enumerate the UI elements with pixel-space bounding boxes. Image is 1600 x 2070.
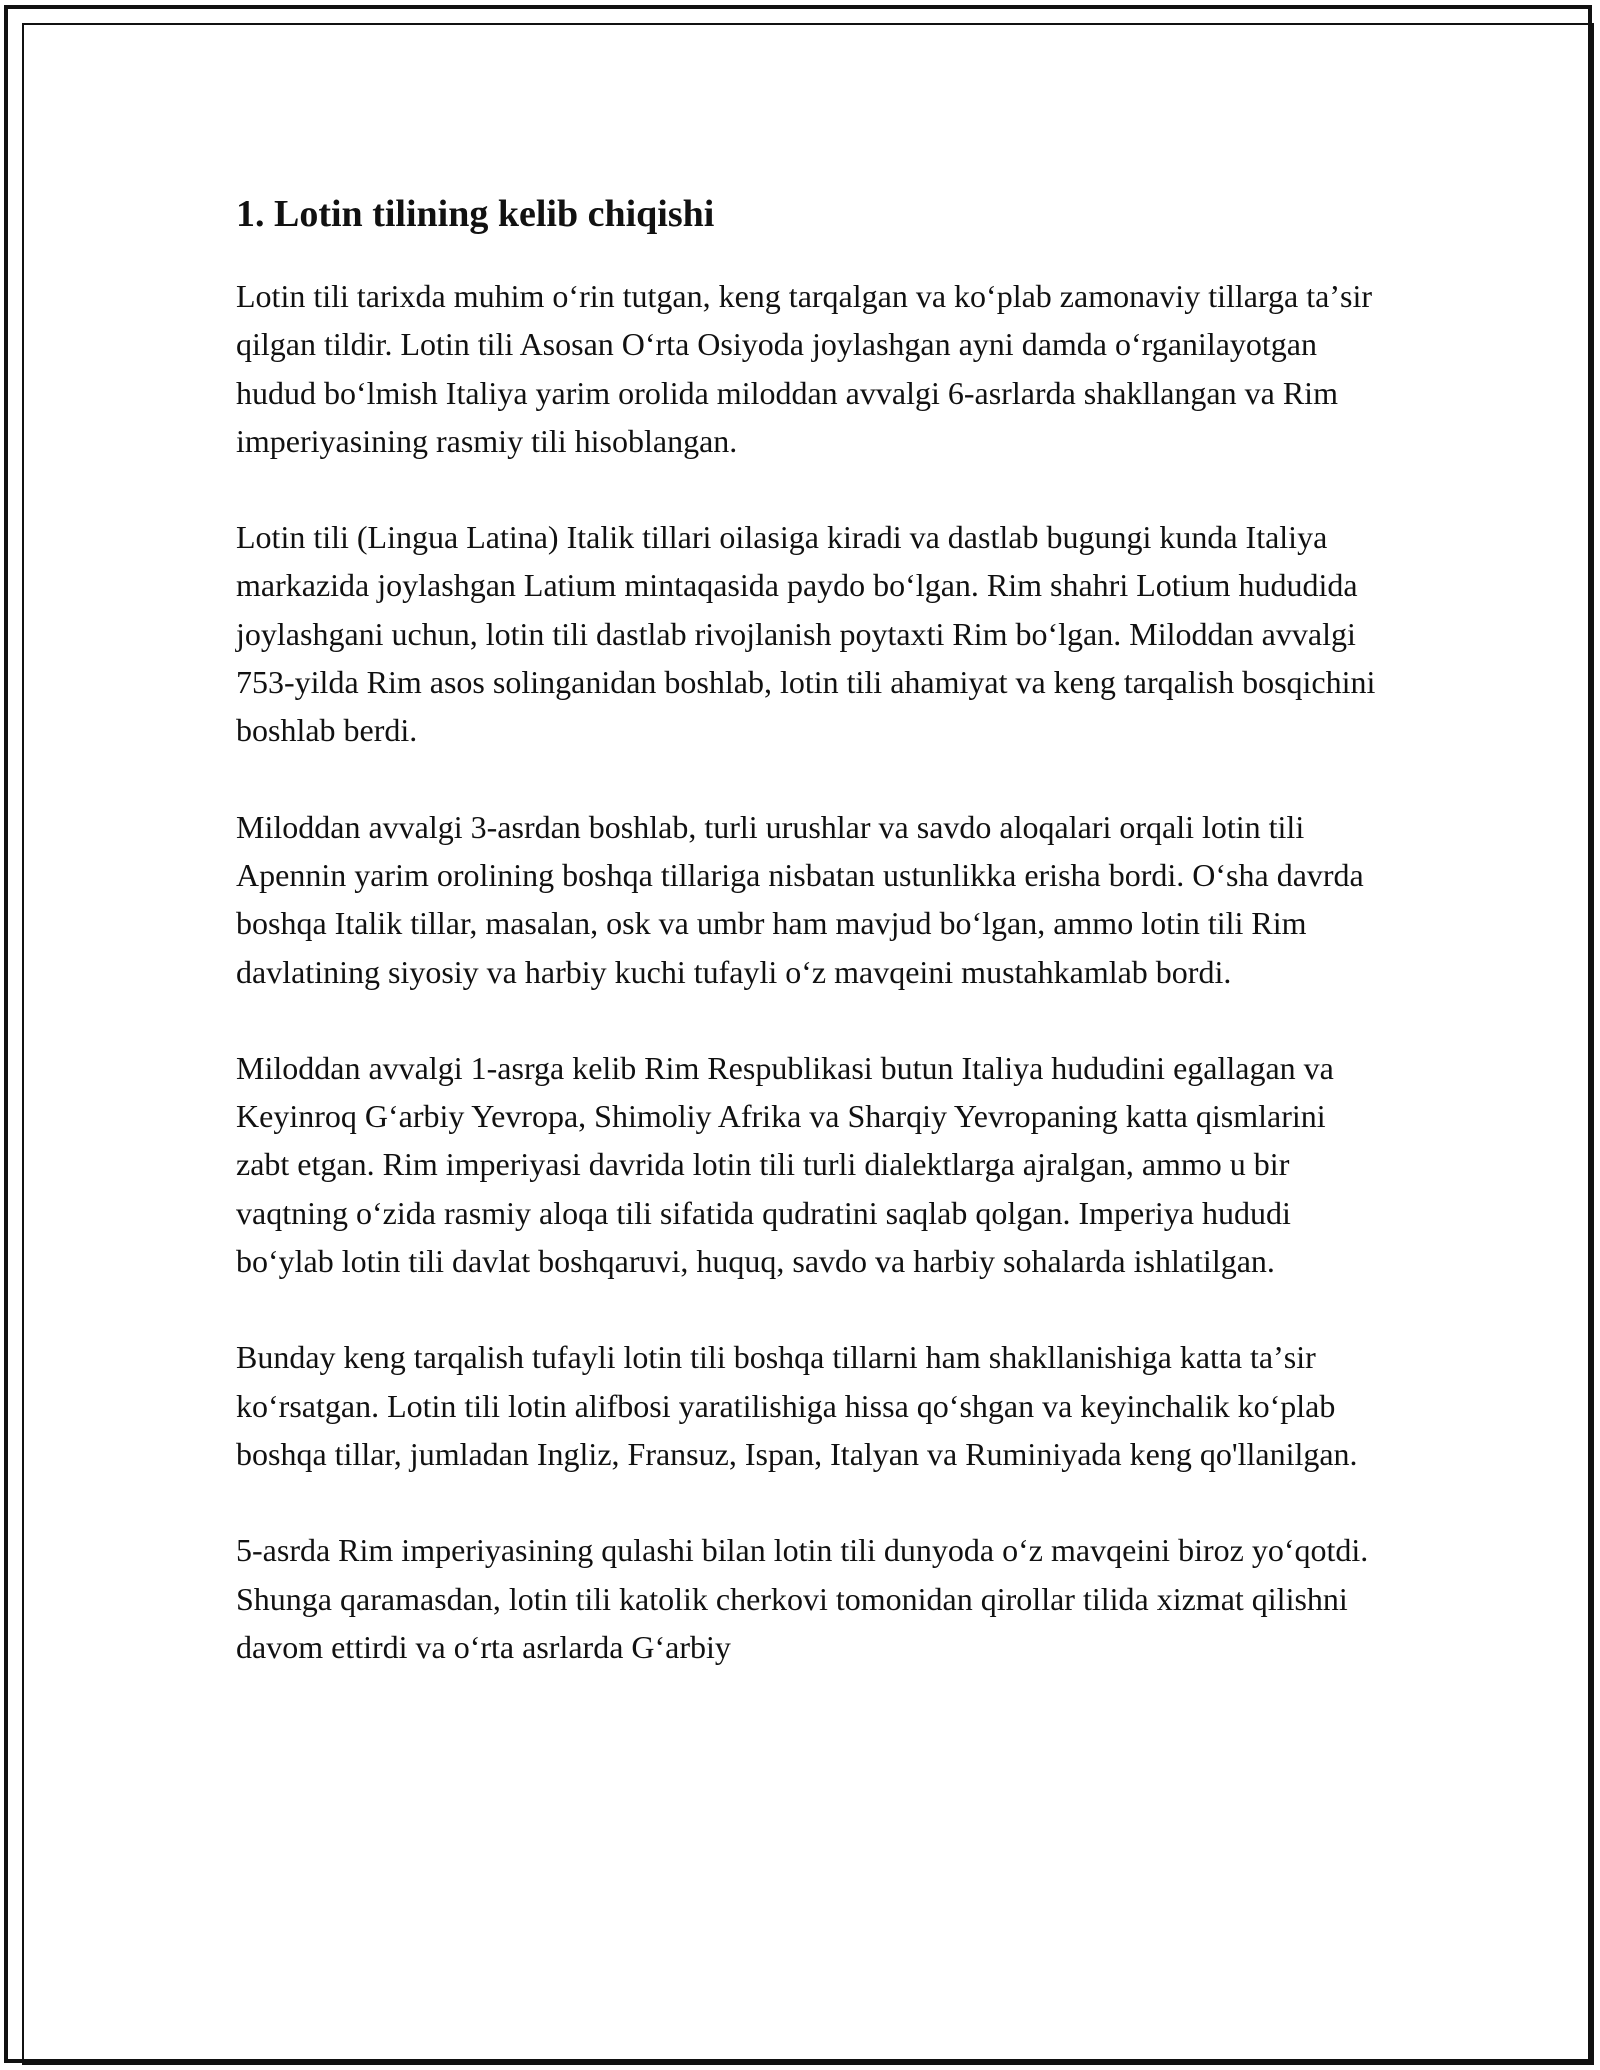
section-heading: 1. Lotin tilining kelib chiqishi [236, 193, 715, 235]
paragraph-4: Miloddan avvalgi 1-asrga kelib Rim Respublikasi butun Italiya hududini egallagan va Keyinroq Gʻarbiy Yevropa, Shimoliy Afrika va Sharqiy Yevropaning katta qismlarini zabt etgan. Rim imperiyasi davrida lotin tili turli dialektlarga ajralgan, ammo u bir vaqtning oʻzida rasmiy aloqa tili sifatida qudratini saqlab qolgan. Imperiya hududi boʻylab lotin tili davlat boshqaruvi, huquq, savdo va harbiy sohalarda ishlatilgan. [236, 1049, 1334, 1280]
paragraph-3: Miloddan avvalgi 3-asrdan boshlab, turli urushlar va savdo aloqalari orqali lotin tili Apennin yarim orolining boshqa tillariga nisbatan ustunlikka erisha bordi. Oʻsha davrda boshqa Italik tillar, masalan, osk va umbr ham mavjud boʻlgan, ammo lotin tili Rim davlatining siyosiy va harbiy kuchi tufayli oʻz mavqeini mustahkamlab bordi. [236, 808, 1364, 990]
document-body [236, 186, 1386, 1719]
paragraph-6: 5-asrda Rim imperiyasining qulashi bilan lotin tili dunyoda oʻz mavqeini biroz yoʻqotdi. Shunga qaramasdan, lotin tili katolik cherkovi tomonidan qirollar tilida xizmat qilishni davom ettirdi va oʻrta asrlarda Gʻarbiy [236, 1532, 1369, 1665]
paragraph-2: Lotin tili (Lingua Latina) Italik tillari oilasiga kiradi va dastlab bugungi kunda Italiya markazida joylashgan Latium mintaqasida paydo boʻlgan. Rim shahri Lotium hududida joylashgani uchun, lotin tili dastlab rivojlanish poytaxti Rim boʻlgan. Miloddan avvalgi 753-yilda Rim asos solinganidan boshlab, lotin tili ahamiyat va keng tarqalish bosqichini boshlab berdi. [236, 519, 1376, 749]
paragraph-5: Bunday keng tarqalish tufayli lotin tili boshqa tillarni ham shakllanishiga katta taʼsir koʻrsatgan. Lotin tili lotin alifbosi yaratilishiga hissa qoʻshgan va keyinchalik koʻplab boshqa tillar, jumladan Ingliz, Fransuz, Ispan, Italyan va Ruminiyada keng qo'llanilgan. [236, 1339, 1358, 1472]
paragraph-1: Lotin tili tarixda muhim oʻrin tutgan, keng tarqalgan va koʻplab zamonaviy tillarga taʼsir qilgan tildir. Lotin tili Asosan Oʻrta Osiyoda joylashgan ayni damda oʻrganilayotgan hudud boʻlmish Italiya yarim orolida miloddan avvalgi 6-asrlarda shakllangan va Rim imperiyasining rasmiy tili hisoblangan. [236, 278, 1372, 459]
